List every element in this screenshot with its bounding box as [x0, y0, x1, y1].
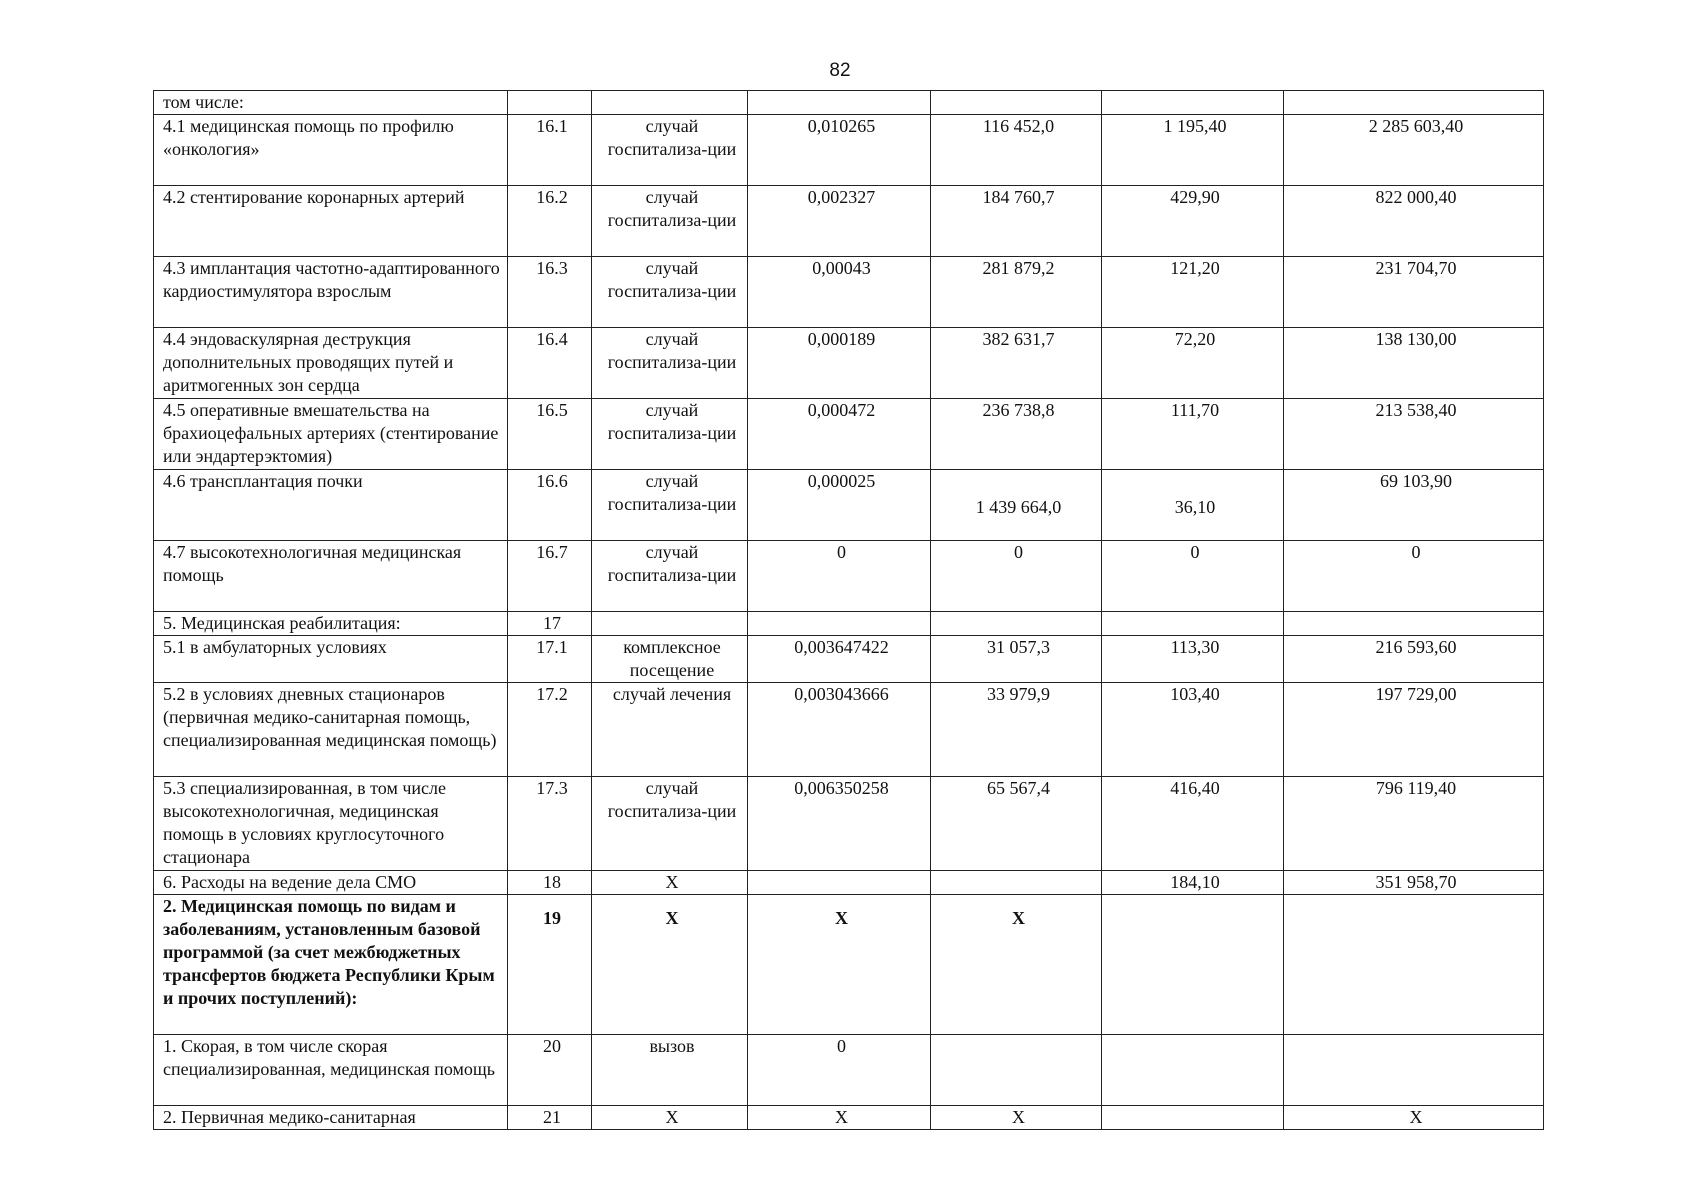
row-norm-cell: Х [748, 1106, 931, 1130]
row-unit-cell: случай госпитализа-ции [592, 328, 748, 399]
row-name-cell: 4.1 медицинская помощь по профилю «онкология» [154, 115, 508, 186]
table-row [154, 683, 1544, 777]
row-per-capita-cell [1102, 612, 1284, 636]
row-total-cell [1284, 1035, 1544, 1106]
row-norm-cell: 0,00043 [748, 257, 931, 328]
row-norm-cell: Х [748, 895, 931, 1035]
row-norm-cell: 0 [748, 1035, 931, 1106]
row-code-cell [508, 91, 592, 115]
row-name-cell: 1. Скорая, в том числе скорая специализированная, медицинская помощь [154, 1035, 508, 1106]
row-unit-cell: случай госпитализа-ции [592, 777, 748, 871]
row-cost-cell [931, 1035, 1102, 1106]
financing-table [153, 90, 1544, 1130]
row-cost-cell: 31 057,3 [931, 636, 1102, 683]
table-row [154, 777, 1544, 871]
row-total-cell: 213 538,40 [1284, 399, 1544, 470]
table-row [154, 91, 1544, 115]
table-row [154, 1106, 1544, 1130]
row-name-cell: 5. Медицинская реабилитация: [154, 612, 508, 636]
row-code-cell: 16.1 [508, 115, 592, 186]
row-total-cell [1284, 895, 1544, 1035]
row-code-cell: 19 [508, 895, 592, 1035]
row-unit-cell: Х [592, 871, 748, 895]
row-per-capita-cell [1102, 1035, 1284, 1106]
row-total-cell: 69 103,90 [1284, 470, 1544, 541]
row-norm-cell: 0 [748, 541, 931, 612]
row-total-cell [1284, 91, 1544, 115]
row-cost-cell: 0 [931, 541, 1102, 612]
table-row [154, 328, 1544, 399]
row-code-cell: 17.2 [508, 683, 592, 777]
row-code-cell: 16.7 [508, 541, 592, 612]
row-norm-cell: 0,000189 [748, 328, 931, 399]
row-per-capita-value: 36,10 [1174, 497, 1216, 517]
row-unit-cell: случай госпитализа-ции [592, 257, 748, 328]
table-row [154, 399, 1544, 470]
row-unit-cell: случай госпитализа-ции [592, 115, 748, 186]
row-total-cell: 822 000,40 [1284, 186, 1544, 257]
table-row [154, 871, 1544, 895]
row-total-cell: 796 119,40 [1284, 777, 1544, 871]
row-total-cell: 351 958,70 [1284, 871, 1544, 895]
row-per-capita-cell [1102, 91, 1284, 115]
row-per-capita-cell [1102, 470, 1284, 541]
row-per-capita-cell: 0 [1102, 541, 1284, 612]
row-cost-cell: 33 979,9 [931, 683, 1102, 777]
row-norm-cell: 0,010265 [748, 115, 931, 186]
table-row [154, 895, 1544, 1035]
row-per-capita-cell: 429,90 [1102, 186, 1284, 257]
row-norm-cell [748, 871, 931, 895]
row-code-cell: 17.1 [508, 636, 592, 683]
row-name-cell: 4.2 стентирование коронарных артерий [154, 186, 508, 257]
row-total-cell [1284, 612, 1544, 636]
row-name-cell: 5.3 специализированная, в том числе высокотехнологичная, медицинская помощь в условиях круглосуточного стационара [154, 777, 508, 871]
table-row [154, 636, 1544, 683]
table-row [154, 470, 1544, 541]
row-cost-cell [931, 871, 1102, 895]
row-unit-cell: случай госпитализа-ции [592, 186, 748, 257]
row-name-cell: том числе: [154, 91, 508, 115]
row-code-cell: 18 [508, 871, 592, 895]
row-cost-cell: Х [931, 1106, 1102, 1130]
row-cost-cell: 281 879,2 [931, 257, 1102, 328]
row-unit-cell: случай госпитализа-ции [592, 541, 748, 612]
row-cost-cell [931, 91, 1102, 115]
row-code-cell: 16.3 [508, 257, 592, 328]
row-total-cell: 138 130,00 [1284, 328, 1544, 399]
row-cost-cell: 184 760,7 [931, 186, 1102, 257]
row-name-cell: 4.6 трансплантация почки [154, 470, 508, 541]
row-cost-value: 1 439 664,0 [975, 497, 1062, 517]
row-name-cell: 2. Медицинская помощь по видам и заболеваниям, установленным базовой программой (за счет межбюджетных трансфертов бюджета Республики Крым и прочих поступлений): [154, 895, 508, 1035]
row-per-capita-cell: 113,30 [1102, 636, 1284, 683]
row-norm-cell: 0,000472 [748, 399, 931, 470]
row-unit-cell: комплексное посещение [592, 636, 748, 683]
table-row [154, 186, 1544, 257]
row-code-cell: 17 [508, 612, 592, 636]
row-code-cell: 16.2 [508, 186, 592, 257]
row-per-capita-cell: 416,40 [1102, 777, 1284, 871]
row-per-capita-cell [1102, 895, 1284, 1035]
row-norm-cell: 0,003043666 [748, 683, 931, 777]
row-name-cell: 4.7 высокотехнологичная медицинская помощь [154, 541, 508, 612]
row-per-capita-cell: 72,20 [1102, 328, 1284, 399]
row-cost-cell: Х [931, 895, 1102, 1035]
row-name-cell: 6. Расходы на ведение дела СМО [154, 871, 508, 895]
row-unit-cell: Х [592, 895, 748, 1035]
row-cost-cell [931, 470, 1102, 541]
row-code-cell: 16.6 [508, 470, 592, 541]
row-name-cell: 2. Первичная медико-санитарная [154, 1106, 508, 1130]
row-unit-cell: вызов [592, 1035, 748, 1106]
row-name-cell: 4.5 оперативные вмешательства на брахиоцефальных артериях (стентирование или эндартерэктомия) [154, 399, 508, 470]
row-norm-cell: 0,006350258 [748, 777, 931, 871]
row-norm-cell [748, 612, 931, 636]
row-total-cell: Х [1284, 1106, 1544, 1130]
row-per-capita-cell: 111,70 [1102, 399, 1284, 470]
row-per-capita-cell [1102, 1106, 1284, 1130]
row-cost-cell: 382 631,7 [931, 328, 1102, 399]
row-unit-cell: Х [592, 1106, 748, 1130]
table-row [154, 612, 1544, 636]
row-total-cell: 197 729,00 [1284, 683, 1544, 777]
row-per-capita-cell: 1 195,40 [1102, 115, 1284, 186]
row-code-cell: 16.5 [508, 399, 592, 470]
row-norm-cell: 0,002327 [748, 186, 931, 257]
row-per-capita-cell: 103,40 [1102, 683, 1284, 777]
row-cost-cell: 65 567,4 [931, 777, 1102, 871]
row-unit-cell: случай госпитализа-ции [592, 470, 748, 541]
row-norm-cell: 0,003647422 [748, 636, 931, 683]
row-code-cell: 21 [508, 1106, 592, 1130]
table-row [154, 257, 1544, 328]
row-name-cell: 4.3 имплантация частотно-адаптированного кардиостимулятора взрослым [154, 257, 508, 328]
row-norm-cell [748, 91, 931, 115]
row-total-cell: 216 593,60 [1284, 636, 1544, 683]
row-cost-cell: 116 452,0 [931, 115, 1102, 186]
row-unit-cell [592, 91, 748, 115]
row-total-cell: 0 [1284, 541, 1544, 612]
row-name-cell: 4.4 эндоваскулярная деструкция дополнительных проводящих путей и аритмогенных зон сердца [154, 328, 508, 399]
row-name-cell: 5.2 в условиях дневных стационаров (первичная медико-санитарная помощь, специализированная медицинская помощь) [154, 683, 508, 777]
row-total-cell: 231 704,70 [1284, 257, 1544, 328]
page-number: 82 [829, 60, 851, 81]
row-code-cell: 20 [508, 1035, 592, 1106]
row-unit-cell: случай лечения [592, 683, 748, 777]
row-code-cell: 16.4 [508, 328, 592, 399]
row-per-capita-cell: 184,10 [1102, 871, 1284, 895]
row-name-cell: 5.1 в амбулаторных условиях [154, 636, 508, 683]
row-unit-cell: случай госпитализа-ции [592, 399, 748, 470]
row-code-cell: 17.3 [508, 777, 592, 871]
table-row [154, 1035, 1544, 1106]
table-row [154, 541, 1544, 612]
row-total-cell: 2 285 603,40 [1284, 115, 1544, 186]
row-unit-cell [592, 612, 748, 636]
row-norm-cell: 0,000025 [748, 470, 931, 541]
row-cost-cell: 236 738,8 [931, 399, 1102, 470]
table-row [154, 115, 1544, 186]
row-cost-cell [931, 612, 1102, 636]
row-per-capita-cell: 121,20 [1102, 257, 1284, 328]
